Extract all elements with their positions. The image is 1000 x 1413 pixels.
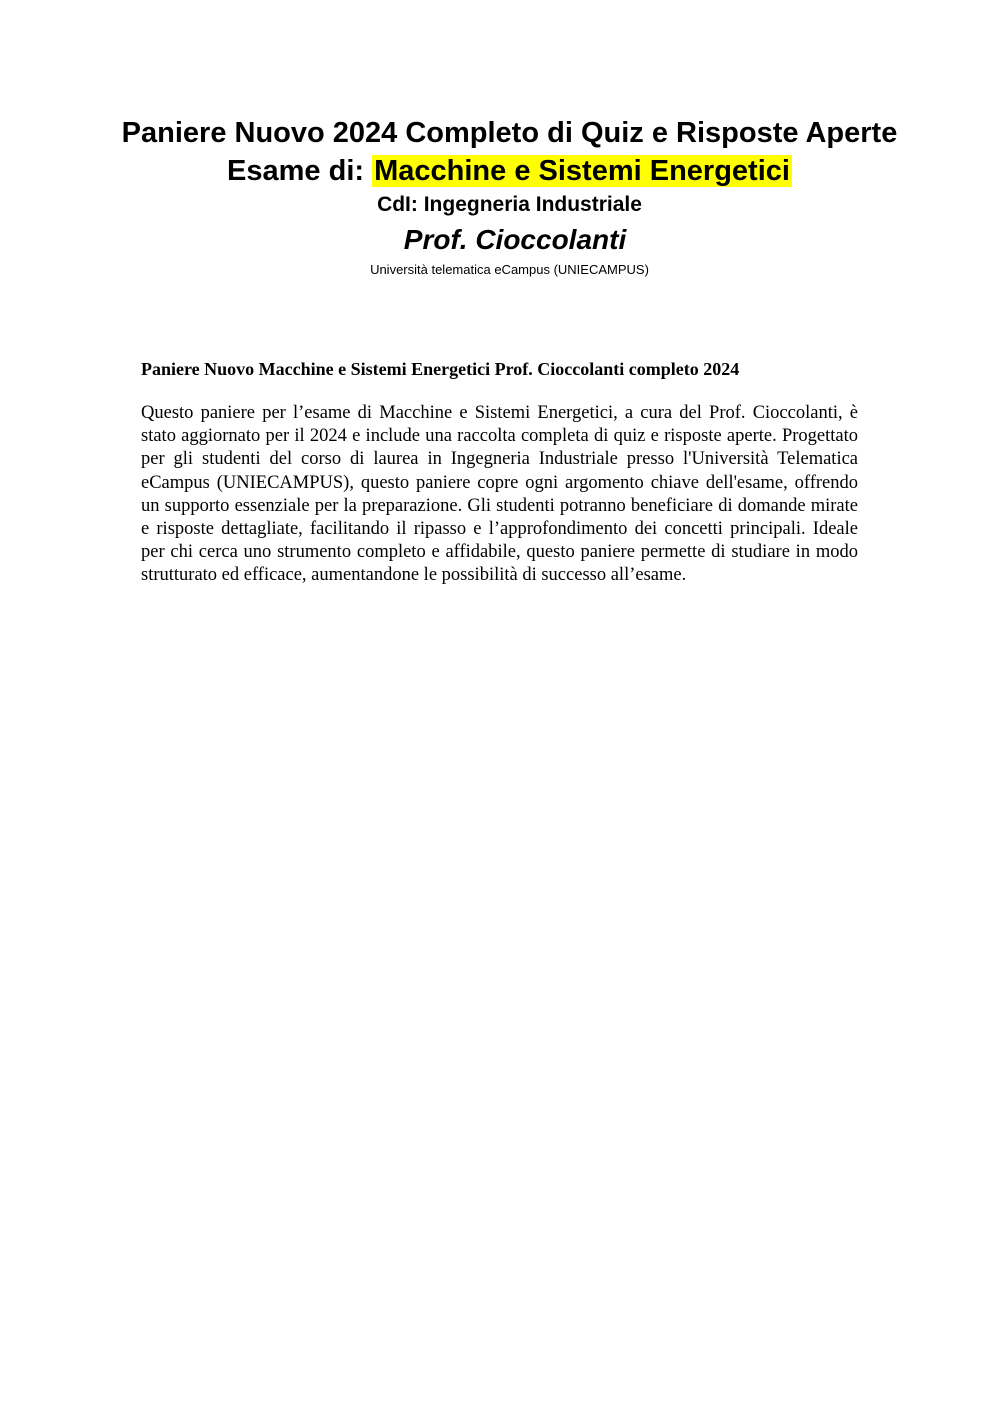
- exam-prefix: Esame di:: [227, 155, 373, 187]
- exam-title: [19, 152, 1000, 190]
- exam-name-highlighted: Macchine e Sistemi Energetici: [374, 155, 790, 187]
- document-title: Paniere Nuovo 2024 Completo di Quiz e Risposte Aperte: [121, 117, 898, 149]
- professor-name: Prof. Cioccolanti: [403, 224, 627, 255]
- document-header: [0, 114, 1000, 280]
- body-heading: Paniere Nuovo Macchine e Sistemi Energetici Prof. Cioccolanti completo 2024: [141, 359, 740, 379]
- body-paragraph: Questo paniere per l’esame di Macchine e Sistemi Energetici, a cura del Prof. Cioccolanti, è stato aggiornato per il 2024 e include una raccolta completa di quiz e risposte aperte. Progettato per gli studenti del corso di laurea in Ingegneria Industriale presso l'Università Telematica eCampus (UNIECAMPUS), questo paniere copre ogni argomento chiave dell'esame, offrendo un supporto essenziale per la preparazione. Gli studenti potranno beneficiare di domande mirate e risposte dettagliate, facilitando il ripasso e l’approfondimento dei concetti principali. Ideale per chi cerca uno strumento completo e affidabile, questo paniere permette di studiare in modo strutturato ed efficace, aumentandone le possibilità di successo all’esame.: [141, 403, 858, 586]
- degree-course: CdI: Ingegneria Industriale: [377, 193, 642, 216]
- university-name: Università telematica eCampus (UNIECAMPUS): [370, 262, 649, 277]
- document-body: [141, 356, 858, 588]
